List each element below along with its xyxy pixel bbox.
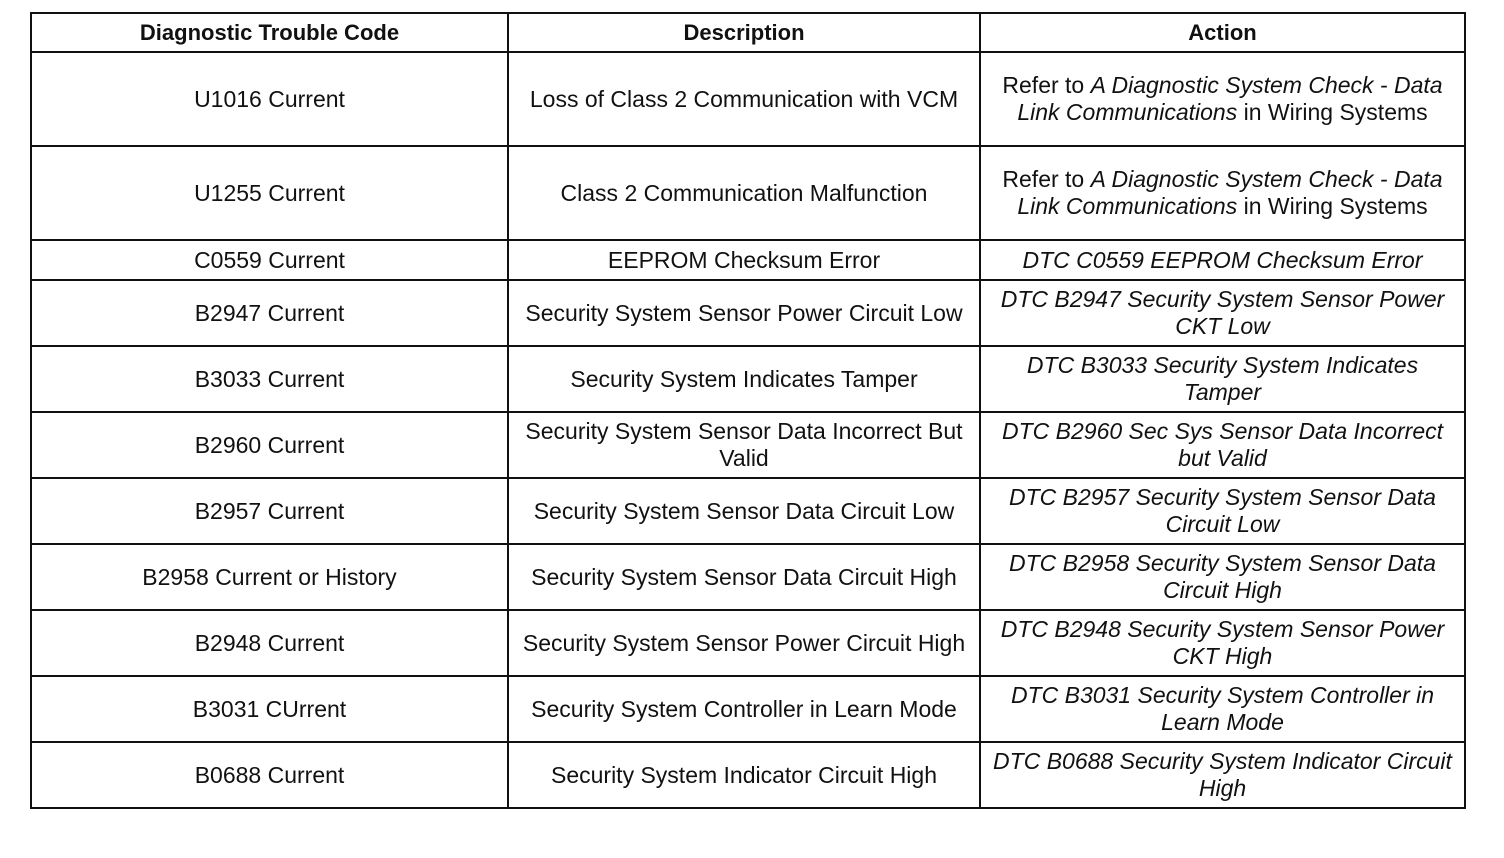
description-cell: Security System Controller in Learn Mode [508, 676, 980, 742]
action-cell: DTC B0688 Security System Indicator Circuit High [980, 742, 1465, 808]
table-row [31, 280, 1465, 346]
header-code: Diagnostic Trouble Code [31, 13, 508, 52]
description-cell: Security System Sensor Data Circuit High [508, 544, 980, 610]
code-cell: B2960 Current [31, 412, 508, 478]
action-prefix: Refer to [1002, 166, 1091, 192]
action-cell: DTC B2957 Security System Sensor Data Circuit Low [980, 478, 1465, 544]
table-row [31, 146, 1465, 240]
description-cell: Security System Sensor Data Incorrect But Valid [508, 412, 980, 478]
table-row [31, 610, 1465, 676]
action-cell: DTC B2960 Sec Sys Sensor Data Incorrect but Valid [980, 412, 1465, 478]
action-suffix: in Wiring Systems [1237, 193, 1428, 219]
action-cell: DTC B2958 Security System Sensor Data Circuit High [980, 544, 1465, 610]
header-row [31, 13, 1465, 52]
description-cell: Security System Sensor Power Circuit High [508, 610, 980, 676]
action-cell: DTC C0559 EEPROM Checksum Error [980, 240, 1465, 280]
code-cell: C0559 Current [31, 240, 508, 280]
action-suffix: in Wiring Systems [1237, 99, 1428, 125]
code-cell: B0688 Current [31, 742, 508, 808]
code-cell: B2947 Current [31, 280, 508, 346]
description-cell: Class 2 Communication Malfunction [508, 146, 980, 240]
header-action: Action [980, 13, 1465, 52]
code-cell: B3033 Current [31, 346, 508, 412]
code-cell: B2948 Current [31, 610, 508, 676]
description-cell: Security System Sensor Data Circuit Low [508, 478, 980, 544]
code-cell: B2958 Current or History [31, 544, 508, 610]
table-row [31, 544, 1465, 610]
action-cell [980, 52, 1465, 146]
action-reference: A Diagnostic System Check - Data Link Communications [1017, 72, 1443, 125]
code-cell: B3031 CUrrent [31, 676, 508, 742]
table-row [31, 346, 1465, 412]
code-cell: B2957 Current [31, 478, 508, 544]
action-cell [980, 146, 1465, 240]
table-row [31, 412, 1465, 478]
action-cell: DTC B2948 Security System Sensor Power CKT High [980, 610, 1465, 676]
description-cell: EEPROM Checksum Error [508, 240, 980, 280]
description-cell: Security System Indicates Tamper [508, 346, 980, 412]
header-description: Description [508, 13, 980, 52]
table-row [31, 742, 1465, 808]
action-reference: A Diagnostic System Check - Data Link Communications [1017, 166, 1443, 219]
table-row [31, 240, 1465, 280]
description-cell: Security System Indicator Circuit High [508, 742, 980, 808]
description-cell: Loss of Class 2 Communication with VCM [508, 52, 980, 146]
dtc-table [30, 12, 1466, 809]
table-row [31, 52, 1465, 146]
action-cell: DTC B3033 Security System Indicates Tamper [980, 346, 1465, 412]
code-cell: U1016 Current [31, 52, 508, 146]
table-row [31, 478, 1465, 544]
action-cell: DTC B3031 Security System Controller in Learn Mode [980, 676, 1465, 742]
action-cell: DTC B2947 Security System Sensor Power CKT Low [980, 280, 1465, 346]
code-cell: U1255 Current [31, 146, 508, 240]
description-cell: Security System Sensor Power Circuit Low [508, 280, 980, 346]
table-row [31, 676, 1465, 742]
action-prefix: Refer to [1002, 72, 1091, 98]
